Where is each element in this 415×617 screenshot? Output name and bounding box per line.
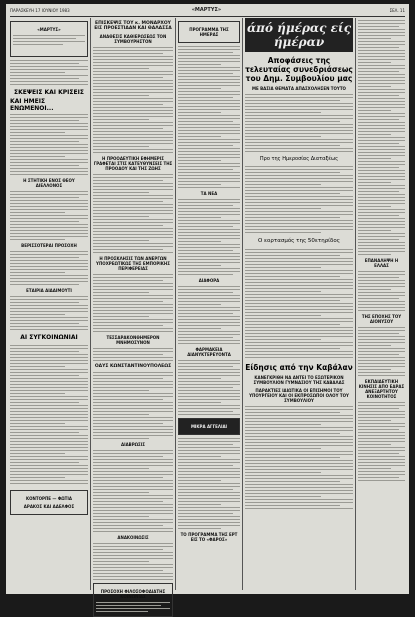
column-2 <box>93 18 173 599</box>
header-rule <box>10 16 405 17</box>
headline-sygkoinoniai: ΑΙ ΣΥΓΚΟΙΝΩΝΙΑΙ <box>20 334 78 341</box>
column-5 <box>358 18 405 590</box>
column-divider-2 <box>175 18 176 590</box>
masthead-box <box>10 21 88 57</box>
ad-line-1: ΚΟΝΤΟΡΠΕ — ΦΩΤΙΑ <box>26 496 72 501</box>
subhead-anakoinosis: ΑΝΑΚΟΙΝΩΣΙΣ <box>117 535 149 540</box>
headline-programma: ΠΡΟΓΡΑΜΜΑ ΤΗΣ ΗΜΕΡΑΣ <box>189 27 229 37</box>
column-3 <box>178 18 240 590</box>
subhead-diafora: ΔΙΑΦΟΡΑ <box>198 278 220 283</box>
headline-apofaseis: Αποφάσεις της τελευταίας συνεδριάσεως του Δημ. Συμβουλίου μας <box>245 56 353 83</box>
masthead-apo-imeras: άπό ήμέρας είς ήμέραν <box>245 18 353 52</box>
subhead-pro-tis-imerisias: Προ της Ημεροσίας Διαταξέως <box>259 156 339 162</box>
column-4 <box>245 18 353 590</box>
subhead-eortasmos: Ο εορτασμός της 50ετηρίδος <box>257 238 341 244</box>
subhead-etairia: ΕΤΑΙΡΙΑ ΑΙΔΑΙΜΟΥΤΙ <box>26 288 72 293</box>
subhead-stitiki: Η ΣΤΗΤΙΚΗ ΕΝΟΣ ΘΕΟΥ ΔΙΕΛΛΟΝΟΣ <box>23 178 75 188</box>
notice-box <box>93 583 173 617</box>
subhead-kanegkrithi: ΚΑΝΕΓΚΡΙΘΗ ΝΑ ΑΝΤΕΙ ΤΟ ΕΣΩΤΕΡΙΚΟΝ ΣΥΜΒΟΥΛΙΟΝ ΓΥΜΝΑΣΙΟΥ ΤΗΣ ΚΑΒΑΛΑΣ <box>253 375 345 385</box>
headline-kai-imeis: ΚΑΙ ΗΜΕΙΣ ΕΝΩΜΕΝΟΙ... <box>10 98 54 112</box>
subhead-ekpaideytiki: ΕΚΠΑΙΔΕΥΤΙΚΗ ΚΙΝΗΣΙΣ ΑΠΟ ΕΔΡΑΣ ΑΝΕΞΑΡΤΗΤΟΥ ΚΟΙΝΟΤΗΤΟΣ <box>358 379 405 399</box>
subhead-epanalipsi: ΕΠΑΝΑΛΗΨΗ Η ΕΛΛΑΣ <box>364 258 399 268</box>
header-title: «ΜΑΡΤΥΣ» <box>191 7 222 13</box>
headline-prosklisis: Η ΠΡΟΣΚΛΗΣΙΣ ΤΩΝ ΑΝΕΡΓΩΝ ΥΠΟΧΡΕΩΤΙΚΩΣ ΤΗΣ ΕΜΠΟΡΙΚΗΣ ΠΕΡΙΦΕΡΕΙΑΣ <box>96 256 170 271</box>
classifieds-banner <box>178 418 240 435</box>
subhead-mikra-aggeliai: ΜΙΚΡΑ ΑΓΓΕΛΙΑΙ <box>190 424 228 429</box>
ad-box <box>10 490 88 515</box>
headline-anathesis: ΑΝΑΘΕΣΙΣ ΚΑΘΙΕΡΩΣΕΩΣ ΤΟΝ ΣΥΜΒΟΥΡΗΣΤΟΝ <box>99 34 167 44</box>
subhead-diavrosis: ΔΙΑΒΡΩΣΙΣ <box>120 442 145 447</box>
column-divider-3 <box>242 18 243 590</box>
column-divider-1 <box>90 18 91 590</box>
subhead-prosochi: ΒΕΡΙΣΣΟΤΕΡΑΙ ΠΡΟΣΟΧΗ <box>21 243 77 248</box>
subhead-epochis: ΤΗΣ ΕΠΟΧΗΣ ΤΟΥ ΔΙΟΝΥΣΟΥ <box>361 314 402 324</box>
subhead-ta-nea: ΤΑ ΝΕΑ <box>200 191 218 196</box>
masthead-box-title: «ΜΑΡΤΥΣ» <box>37 27 61 32</box>
subhead-farmakeia: ΦΑΡΜΑΚΕΙΑ ΔΙΑΝΥΚΤΕΡΕΥΟΝΤΑ <box>187 347 231 357</box>
subhead-paraktia: ΠΑΡΑΚΤΙΕΣ ΙΔΙΩΤΙΚΑ ΟΙ ΕΠΙΣΗΜΟΙ ΤΟΥ ΥΠΟΥΡΓΕΙΟΥ ΚΑΙ ΟΙ ΕΚΠΡΟΣΩΠΟΙ ΟΛΟΥ ΤΟΥ ΣΥΜΒΟΥΛΙΟΥ <box>249 388 349 403</box>
ad-line-2: ΑΡΑΚΟΣ ΚΑΙ ΑΔΕΛΦΟΣ <box>23 504 75 509</box>
column-divider-4 <box>355 18 356 590</box>
headline-mnimosynon: ΤΕΣΣΑΡΑΚΟΝΘΗΜΕΡΟΝ ΜΝΗΜΟΣΥΝΟΝ <box>106 335 160 345</box>
headline-proodeytiki: Η ΠΡΟΟΔΕΥΤΙΚΗ ΕΦΗΜΕΡΙΣ ΓΡΑΦΕΤΑΙ ΣΤΙΣ ΚΑΤΕΥΘΥΝΣΕΙΣ ΤΗΣ ΠΡΟΟΔΟΥ ΚΑΙ ΤΗΣ ΖΩΗΣ <box>93 156 173 171</box>
subhead-vasika-themata: ΜΕ ΒΑΣΙΑ ΘΕΜΑΤΑ ΑΠΑΣΧΟΛΗΣΕΝ ΤΟΥΤΟ <box>252 86 346 91</box>
headline-odys: ΟΔΥΣ ΚΩΝΣΤΑΝΤΙΝΟΥΠΟΛΕΩΣ <box>94 364 172 369</box>
newspaper-page <box>6 4 409 599</box>
column-1 <box>10 18 88 590</box>
header-page-number: ΣΕΛ. 11 <box>389 8 405 13</box>
page-header <box>10 6 405 16</box>
footer-ert: ΤΟ ΠΡΟΓΡΑΜΜΑ ΤΗΣ ΕΡΤ ΕΙΣ ΤΟ «ΦΑΡΟΣ» <box>180 532 238 542</box>
header-date: ΠΑΡΑΣΚΕΥΗ 17 ΙΟΥΝΙΟΥ 1983 <box>10 8 70 13</box>
program-box <box>178 21 240 43</box>
notice-box-title: ΠΡΟΣΟΧΗ ΦΙΛΟΣΟΦΟΔΙΑΤΗΣ ΚΟΙΝΩΝΙΑΣ <box>100 589 166 599</box>
headline-skepseis: ΣΚΕΨΕΙΣ ΚΑΙ ΚΡΙΣΕΙΣ <box>14 89 84 96</box>
headline-episkepsis: ΕΠΙΣΚΕΨΙΣ ΤΟΥ κ. ΜΟΝΑΡΧΟΥ ΕΙΣ ΠΡΟΕΣΤΙΔΑΝ ΚΑΙ ΘΑΛΑΣΣΑ <box>94 21 172 31</box>
headline-eidisis-kavala: Είδησις από την Καβάλαν <box>245 363 353 372</box>
